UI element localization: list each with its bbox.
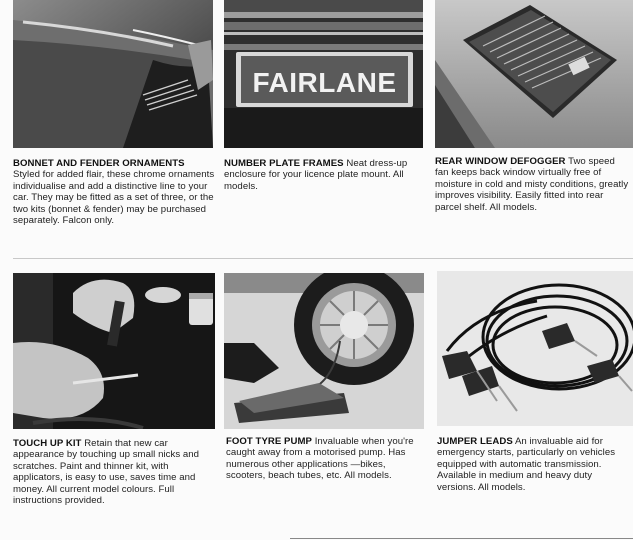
tyre-pump-photo <box>224 273 424 429</box>
item-body: Two speed fan keeps back window virtually free of moisture in cold and misty conditions, greatly improves visibility. Easily fitted into rear parcel shelf. All models. <box>435 156 629 213</box>
item-caption-tyre-pump <box>226 436 426 482</box>
item-caption-bonnet <box>13 158 215 226</box>
item-caption-defogger <box>435 156 630 213</box>
jumper-leads-photo <box>437 271 633 426</box>
licence-plate-text: FAIRLANE <box>252 67 397 98</box>
item-body: Retain that new car appearance by touching up small nicks and scratches. Paint and thinner kit, with applicators, is easy to use, saves time and money. All current model colours. Full instructions provided. <box>13 438 200 507</box>
item-title: REAR WINDOW DEFOGGER <box>435 156 566 167</box>
item-caption-number-plate <box>224 158 424 192</box>
defogger-photo <box>435 0 633 148</box>
section-divider <box>13 258 633 259</box>
bottom-rule <box>290 538 633 539</box>
item-body: An invaluable aid for emergency starts, particularly on vehicles equipped with automatic transmission. Available in medium and heavy duty versions. All models. <box>437 436 616 493</box>
item-title: NUMBER PLATE FRAMES <box>224 158 344 169</box>
item-title: FOOT TYRE PUMP <box>226 436 312 447</box>
item-title: TOUCH UP KIT <box>13 438 82 449</box>
item-body: Invaluable when you're caught away from a motorised pump. Has numerous other applications —bikes, scooters, beach tubes, etc. All models. <box>226 436 414 482</box>
item-title: JUMPER LEADS <box>437 436 513 447</box>
touch-up-kit-photo <box>13 273 215 429</box>
item-caption-jumper-leads <box>437 436 633 493</box>
bonnet-ornament-photo <box>13 0 213 148</box>
item-caption-touch-up-kit <box>13 438 217 506</box>
item-body: Neat dress-up enclosure for your licence plate mount. All models. <box>224 158 408 192</box>
item-title: BONNET AND FENDER ORNAMENTS <box>13 158 185 169</box>
item-body: Styled for added flair, these chrome ornaments individualise and add a distinctive line to your car. They may be fitted as a set of three, or the two kits (bonnet & fender) may be purchased separately. Falcon only. <box>13 169 215 227</box>
